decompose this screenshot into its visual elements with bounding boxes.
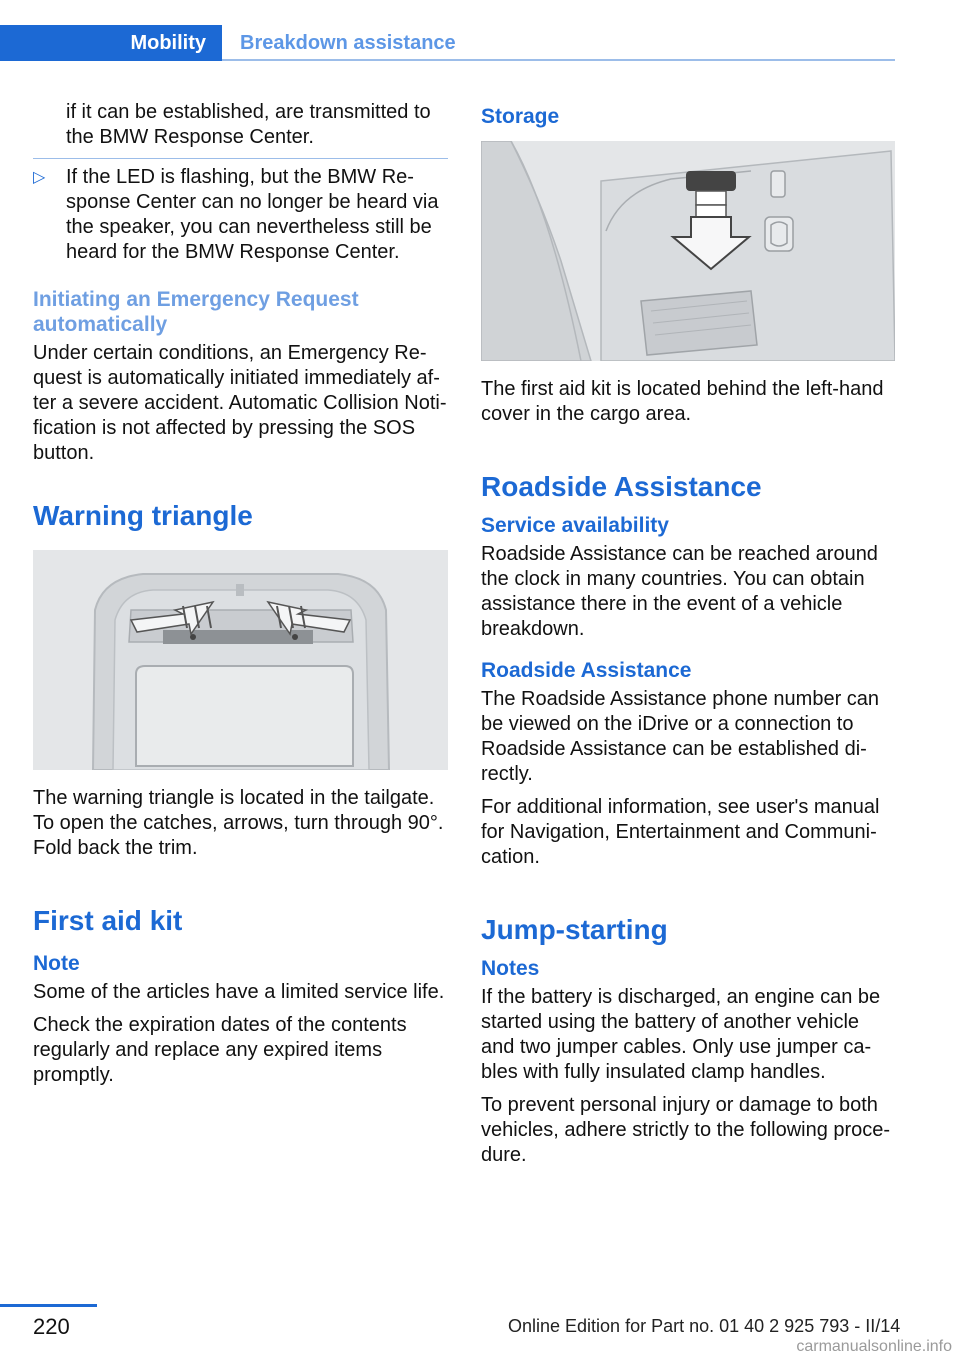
page-number: 220 [33,1314,70,1339]
heading-warning-triangle: Warning triangle [33,500,253,531]
edition-text: Online Edition for Part no. 01 40 2 925 793 - II/14 [508,1316,901,1336]
bullet-text: If the LED is flashing, but the BMW Response Center can no longer be heard via the speaker, you can nevertheless still be heard for the BMW Response Center. [66,166,439,263]
paragraph-service: Roadside Assistance can be reached around the clock in many countries. You can obtain assistance there in the event of a vehicle breakdown. [481,543,878,640]
header-divider [222,59,895,61]
right-column [481,100,895,1176]
left-column [33,100,448,1096]
heading-note: Note [33,952,80,975]
heading-initiating: Initiating an Emergency Request automatically [33,288,359,336]
section-title[interactable]: Breakdown assistance [240,32,456,54]
heading-roadside-assistance: Roadside Assistance [481,471,762,502]
paragraph-initiating: Under certain conditions, an Emergency Request is automatically initiated immediately after a severe accident. Automatic Collision Notification is not affected by pressing the SOS button. [33,342,447,464]
bullet-divider [33,158,448,159]
chapter-tab[interactable]: Mobility [0,25,222,61]
watermark-text: carmanualsonline.info [796,1338,952,1355]
paragraph-jump-2: To prevent personal injury or damage to both vehicles, adhere strictly to the following procedure. [481,1094,891,1166]
paragraph-roadside-1: The Roadside Assistance phone number can be viewed on the iDrive or a connection to Roadside Assistance can be established directly. [481,688,880,785]
triangle-bullet-icon: ▷ [33,169,46,186]
paragraph-note-2: Check the expiration dates of the contents regularly and replace any expired items promptly. [33,1014,407,1086]
heading-jump-starting: Jump-starting [481,914,668,945]
paragraph-roadside-2: For additional information, see user's manual for Navigation, Entertainment and Communication. [481,796,880,868]
continued-text: if it can be established, are transmitted to the BMW Response Center. [66,101,431,148]
paragraph-note-1: Some of the articles have a limited service life. [33,981,445,1003]
paragraph-jump-1: If the battery is discharged, an engine can be started using the battery of another vehicle and two jumper cables. Only use jumper cables with fully insulated clamp handles. [481,986,881,1083]
first-aid-storage-illustration [481,141,895,361]
page-header [0,0,895,62]
heading-notes: Notes [481,957,540,980]
warning-triangle-illustration [33,550,448,770]
heading-roadside-assistance-sub: Roadside Assistance [481,659,692,682]
list-item [33,165,448,265]
cargo-area-drawing [481,141,895,361]
heading-service-availability: Service availability [481,514,669,537]
tailgate-drawing [33,550,448,770]
paragraph-storage: The first aid kit is located behind the left-hand cover in the cargo area. [481,378,884,425]
footer-divider [0,1304,97,1307]
heading-storage: Storage [481,105,560,128]
paragraph-warning-triangle: The warning triangle is located in the tailgate. To open the catches, arrows, turn through 90°. Fold back the trim. [33,787,444,859]
heading-first-aid-kit: First aid kit [33,905,183,936]
